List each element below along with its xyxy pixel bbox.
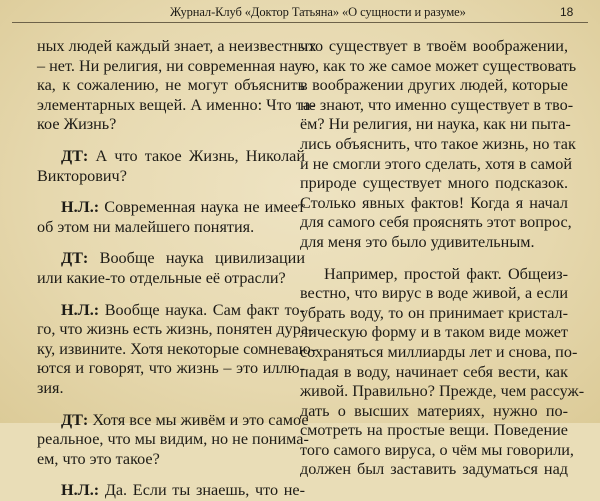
- page-number: 18: [560, 5, 574, 19]
- page-header: [0, 0, 600, 22]
- speech-text: Да. Если ты знаешь, что не-: [99, 481, 305, 500]
- text-line: ём? Ни религия, ни наука, как ни пыта-: [300, 115, 571, 134]
- text-line: элементарных вещей. А именно: Что та-: [37, 95, 316, 114]
- text-line: Викторович?: [37, 166, 127, 185]
- text-line: или какие-то отдельные её отрасли?: [37, 268, 286, 287]
- text-line: [37, 481, 305, 501]
- text-line: кое Жизнь?: [37, 115, 117, 134]
- paragraph: [300, 37, 577, 253]
- text-line: в воображении других людей, которые: [300, 76, 568, 95]
- text-line: природе существует много подсказок.: [300, 174, 568, 193]
- text-line: для самого себя прояснять этот вопрос,: [300, 213, 572, 232]
- speech-text: Современная наука не имеет: [99, 198, 305, 217]
- dialogue-paragraph: [37, 249, 305, 288]
- text-line: вестно, что вирус в воде живой, а если: [300, 284, 568, 303]
- text-line: ка, к сожалению, не могут объяснить: [37, 76, 305, 95]
- speaker-label: Н.Л.:: [61, 198, 100, 217]
- right-column: [300, 37, 585, 479]
- text-line: сохраняться миллиарды лет и снова, по-: [300, 342, 578, 361]
- text-line: и не смогли этого сделать, хотя в самой: [300, 154, 572, 173]
- speaker-label: ДТ:: [61, 146, 89, 165]
- paragraph: [37, 37, 317, 135]
- text-line: то, как то же самое может существовать: [300, 56, 577, 75]
- dialogue-paragraph: [37, 198, 305, 237]
- text-line: ем, что это такое?: [37, 449, 160, 468]
- text-line: Например, простой факт. Общеиз-: [324, 264, 568, 283]
- text-line: зия.: [37, 378, 64, 397]
- text-line: об этом ни малейшего понятия.: [37, 217, 255, 236]
- text-line: убрать воду, то он принимает кристал-: [300, 303, 568, 322]
- speaker-label: Н.Л.:: [61, 300, 100, 319]
- text-line: смотреть на простые вещи. Поведение: [300, 421, 568, 440]
- dialogue-paragraph: [37, 481, 305, 501]
- text-line: для меня это было удивительным.: [300, 232, 535, 251]
- dialogue-paragraph: [37, 300, 317, 399]
- text-line: должен был заставить задуматься над: [300, 460, 568, 479]
- text-line: [37, 301, 305, 321]
- text-line: не знают, что именно существует в тво-: [300, 95, 574, 114]
- header-title: Журнал-Клуб «Доктор Татьяна» «О сущности и разуме»: [170, 5, 466, 19]
- text-line: [37, 249, 305, 269]
- speech-text: Вообще наука цивилизации: [88, 249, 305, 268]
- text-line: [37, 410, 309, 431]
- text-line: ку, извините. Хотя некоторые сомневаю-: [37, 339, 317, 358]
- text-line: лись объяснить, что такое жизнь, но так: [300, 134, 576, 153]
- paragraph: [300, 264, 585, 481]
- speech-text: Хотя все мы живём и это самое: [88, 410, 309, 429]
- text-line: го, что жизнь есть жизнь, понятен дура-: [37, 320, 314, 339]
- speech-text: А что такое Жизнь, Николай: [88, 146, 305, 165]
- left-column: [37, 37, 317, 500]
- text-line: [37, 147, 305, 167]
- dialogue-paragraph: [37, 410, 309, 470]
- text-line: дать о высших материях, нужно по-: [300, 401, 568, 420]
- text-line: лическую форму и в таком виде может: [300, 323, 568, 342]
- speaker-label: Н.Л.:: [61, 481, 100, 500]
- text-line: падая в воду, начинает себя вести, как: [300, 362, 568, 381]
- text-line: реальное, что мы видим, но не понима-: [37, 430, 309, 449]
- text-line: [37, 198, 305, 218]
- text-line: ных людей каждый знает, а неизвестных: [37, 37, 317, 55]
- speaker-label: ДТ:: [61, 249, 89, 268]
- text-line: – нет. Ни религия, ни современная нау-: [37, 56, 308, 75]
- text-line: что существует в твоём воображении,: [300, 37, 568, 55]
- text-line: ются и говорят, что жизнь – это иллю-: [37, 359, 305, 378]
- text-line: того самого вируса, о чём мы говорили,: [300, 440, 574, 459]
- speaker-label: ДТ:: [61, 410, 89, 429]
- speech-text: Вообще наука. Сам факт то-: [99, 300, 305, 319]
- header-rule: [12, 22, 588, 23]
- text-line: живой. Правильно? Прежде, чем рассуж-: [300, 382, 585, 401]
- dialogue-paragraph: [37, 147, 305, 186]
- text-line: Столько явных фактов! Когда я начал: [300, 193, 568, 212]
